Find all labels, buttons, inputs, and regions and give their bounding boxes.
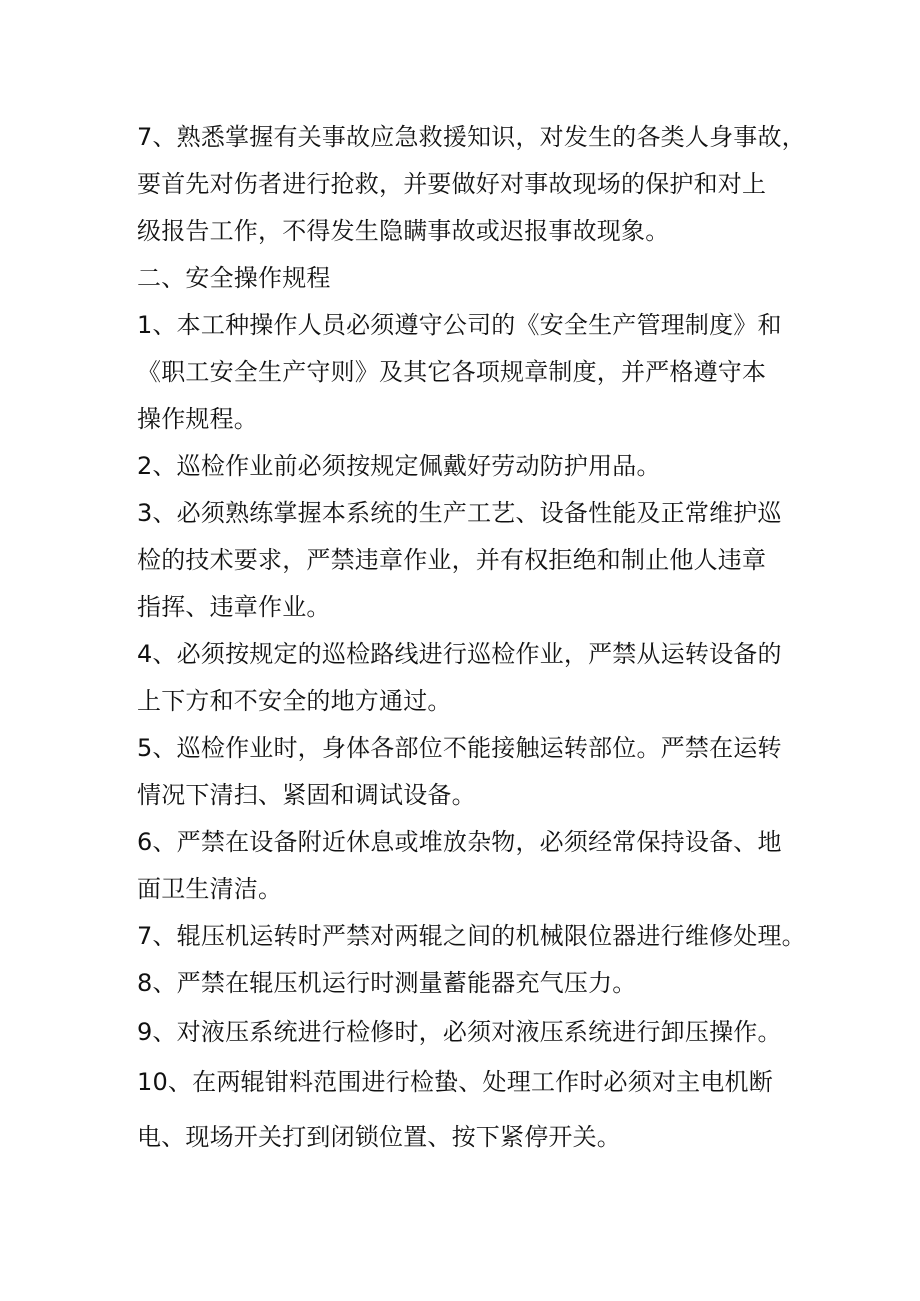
paragraph-line-22: 电、现场开关打到闭锁位置、按下紧停开关。 bbox=[137, 1123, 621, 1151]
document-body bbox=[137, 114, 812, 1163]
paragraph-line-2: 要首先对伤者进行抢救，并要做好对事故现场的保护和对上 bbox=[137, 170, 767, 198]
paragraph-line-17: 面卫生清洁。 bbox=[137, 875, 283, 903]
paragraph-line-16: 6、严禁在设备附近休息或堆放杂物，必须经常保持设备、地 bbox=[137, 828, 782, 856]
paragraph-line-5: 1、本工种操作人员必须遵守公司的《安全生产管理制度》和 bbox=[137, 311, 782, 339]
paragraph-line-9: 3、必须熟练掌握本系统的生产工艺、设备性能及正常维护巡 bbox=[137, 499, 782, 527]
paragraph-line-13: 上下方和不安全的地方通过。 bbox=[137, 687, 452, 715]
paragraph-line-20: 9、对液压系统进行检修时，必须对液压系统进行卸压操作。 bbox=[137, 1018, 782, 1046]
paragraph-line-10: 检的技术要求，严禁违章作业，并有权拒绝和制止他人违章 bbox=[137, 546, 767, 574]
paragraph-line-3: 级报告工作，不得发生隐瞒事故或迟报事故现象。 bbox=[137, 217, 670, 245]
paragraph-line-21: 10、在两辊钳料范围进行检蛰、处理工作时必须对主电机断 bbox=[137, 1068, 773, 1096]
paragraph-line-6: 《职工安全生产守则》及其它各项规章制度，并严格遵守本 bbox=[137, 358, 767, 386]
paragraph-line-1: 7、熟悉掌握有关事故应急救援知识，对发生的各类人身事故， bbox=[137, 123, 806, 151]
paragraph-line-18: 7、辊压机运转时严禁对两辊之间的机械限位器进行维修处理。 bbox=[137, 922, 806, 950]
paragraph-line-12: 4、必须按规定的巡检路线进行巡检作业，严禁从运转设备的 bbox=[137, 640, 782, 668]
section-heading: 二、安全操作规程 bbox=[137, 264, 331, 292]
paragraph-line-7: 操作规程。 bbox=[137, 405, 258, 433]
paragraph-line-15: 情况下清扫、紧固和调试设备。 bbox=[137, 781, 476, 809]
paragraph-line-8: 2、巡检作业前必须按规定佩戴好劳动防护用品。 bbox=[137, 452, 661, 480]
paragraph-line-14: 5、巡检作业时，身体各部位不能接触运转部位。严禁在运转 bbox=[137, 734, 782, 762]
paragraph-line-11: 指挥、违章作业。 bbox=[137, 593, 331, 621]
paragraph-line-19: 8、严禁在辊压机运行时测量蓄能器充气压力。 bbox=[137, 969, 637, 997]
